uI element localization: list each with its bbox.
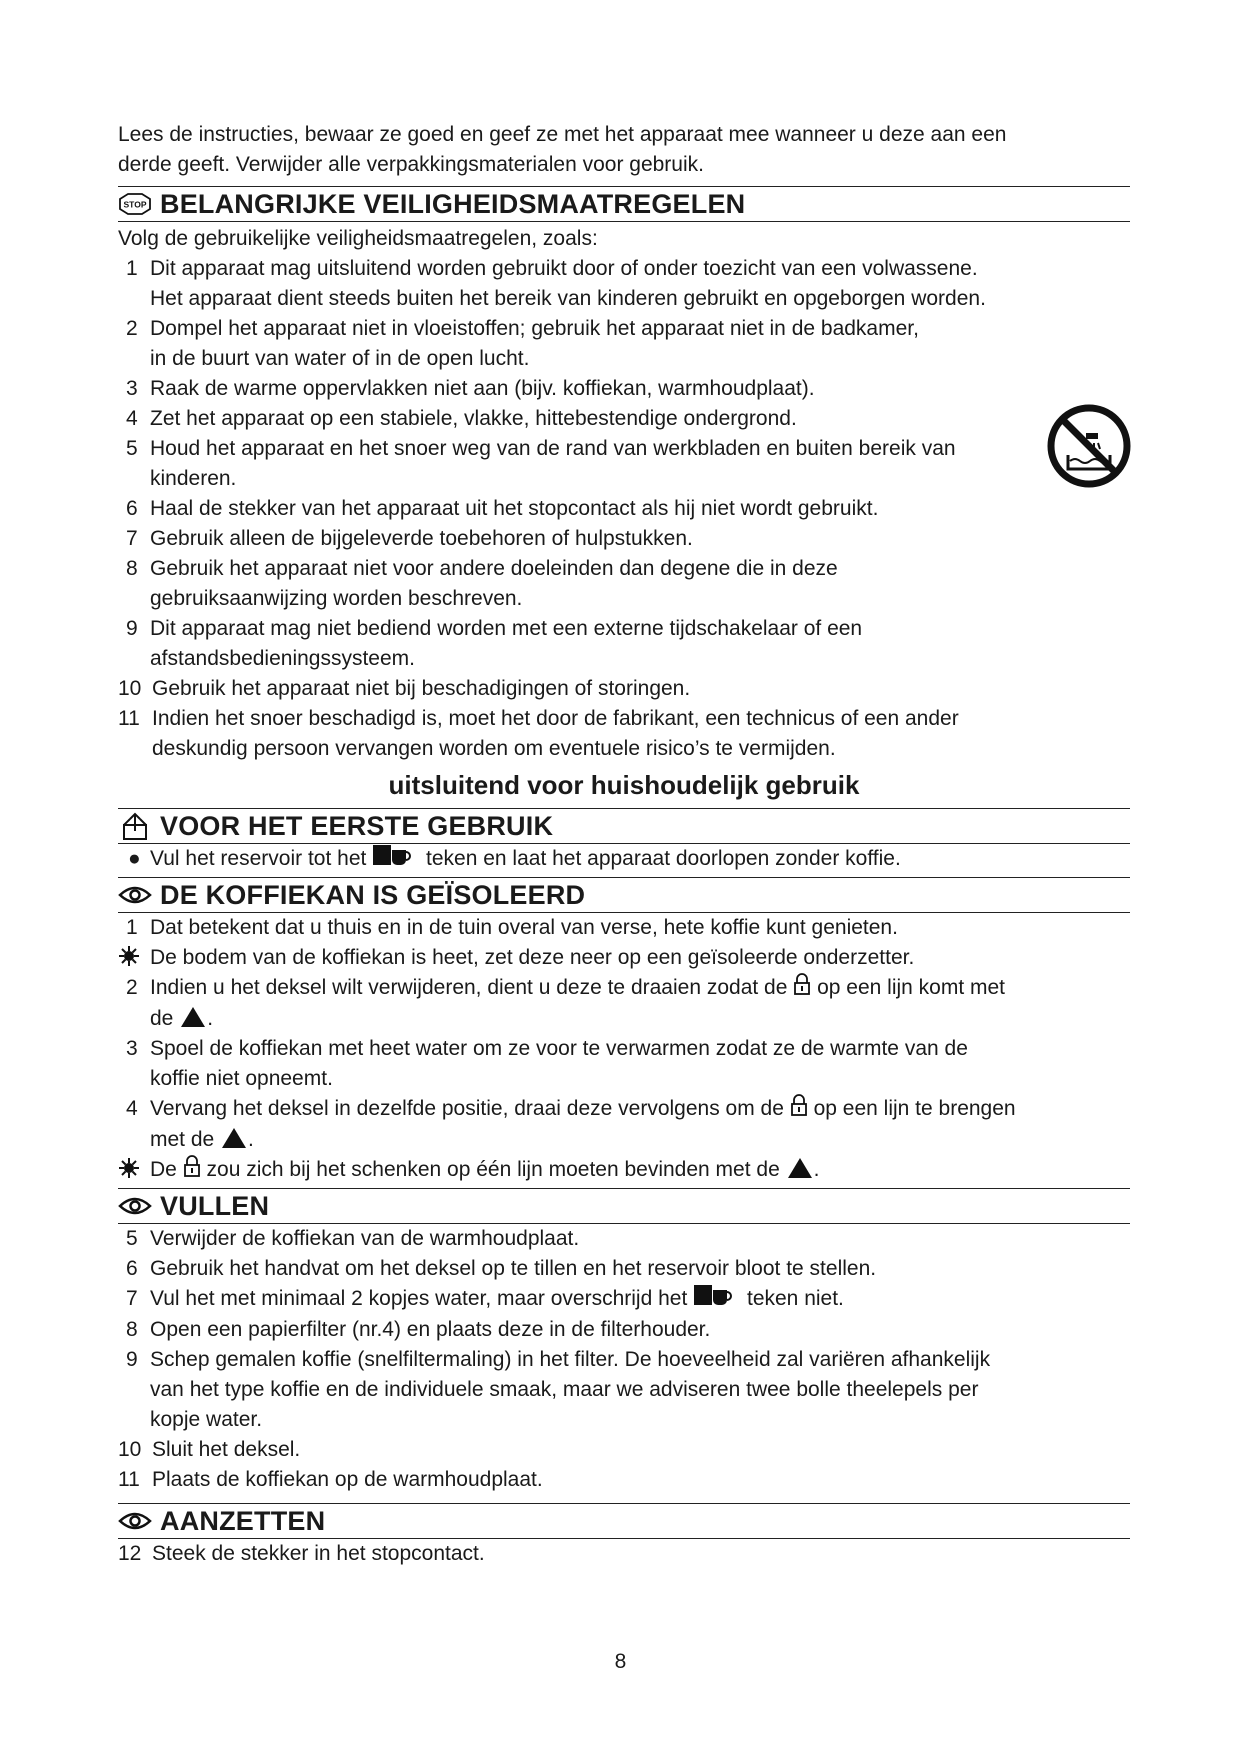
item-text: Dit apparaat mag niet bediend worden met een externe tijdschakelaar of een <box>150 617 863 640</box>
item-number: 8 <box>126 557 138 580</box>
item-text: kinderen. <box>150 467 237 490</box>
list-item <box>118 254 1130 314</box>
list-item <box>118 554 1130 614</box>
list-item <box>118 314 1130 374</box>
eye-icon <box>118 880 152 910</box>
list-item <box>118 674 1130 704</box>
list-item <box>118 1094 1130 1155</box>
item-text: op een lijn te brengen <box>813 1097 1016 1121</box>
item-text: Open een papierfilter (nr.4) en plaats deze in de filterhouder. <box>150 1318 711 1341</box>
item-number: 7 <box>126 527 138 550</box>
item-number: 2 <box>126 317 138 340</box>
item-text: Sluit het deksel. <box>152 1438 301 1461</box>
bullet-text-a: Vul het reservoir tot het <box>150 847 367 871</box>
item-text: Indien het snoer beschadigd is, moet het door de fabrikant, een technicus of een ander <box>152 707 959 730</box>
item-number: 11 <box>118 1468 140 1491</box>
list-item <box>118 1224 1130 1254</box>
page-number: 8 <box>614 1650 627 1673</box>
safety-title: BELANGRIJKE VEILIGHEIDSMAATREGELEN <box>160 188 746 219</box>
lock-icon <box>793 973 811 1004</box>
item-text: Gebruik het apparaat niet voor andere doeleinden dan degene die in deze <box>150 557 838 580</box>
item-number: 11 <box>118 707 140 730</box>
stop-icon <box>118 189 152 219</box>
cup-marker-icon <box>372 844 420 875</box>
no-bathroom-icon <box>1046 403 1132 489</box>
hot-warning-icon <box>118 1155 140 1185</box>
filling-title: VULLEN <box>160 1190 270 1221</box>
manual-page <box>118 120 1130 1569</box>
item-text: deskundig persoon vervangen worden om eventuele risico’s te vermijden. <box>152 737 836 760</box>
item-number: 10 <box>118 1438 142 1461</box>
list-item <box>118 494 1130 524</box>
item-text: Steek de stekker in het stopcontact. <box>152 1542 485 1565</box>
item-text: . <box>207 1007 214 1030</box>
item-text: . <box>813 1158 820 1182</box>
item-number: 6 <box>126 1257 138 1280</box>
item-text: Gebruik het handvat om het deksel op te tillen en het reservoir bloot te stellen. <box>150 1257 877 1280</box>
item-number: 7 <box>126 1287 138 1310</box>
eye-icon <box>118 1506 152 1536</box>
item-text: koffie niet opneemt. <box>150 1067 333 1090</box>
list-item <box>118 1034 1130 1094</box>
item-text: Plaats de koffiekan op de warmhoudplaat. <box>152 1468 543 1491</box>
item-text: Haal de stekker van het apparaat uit het stopcontact als hij niet wordt gebruikt. <box>150 497 879 520</box>
insulated-title: DE KOFFIEKAN IS GEÏSOLEERD <box>160 879 586 910</box>
lock-icon <box>183 1155 201 1186</box>
item-text: met de <box>150 1128 215 1151</box>
item-text: Vul het met minimaal 2 kopjes water, maar overschrijd het <box>150 1287 688 1311</box>
switch-on-title: AANZETTEN <box>160 1505 326 1536</box>
item-text: in de buurt van water of in de open lucht. <box>150 347 530 370</box>
list-item <box>118 913 1130 943</box>
switch-on-heading <box>118 1503 1130 1539</box>
item-number: 9 <box>126 1348 138 1371</box>
list-item <box>118 1539 1130 1569</box>
safety-subtitle: Volg de gebruikelijke veiligheidsmaatregelen, zoals: <box>118 227 598 250</box>
item-text: Dompel het apparaat niet in vloeistoffen; gebruik het apparaat niet in de badkamer, <box>150 317 919 340</box>
list-item <box>118 1345 1130 1435</box>
eye-icon <box>118 1191 152 1221</box>
item-text: Houd het apparaat en het snoer weg van de rand van werkbladen en buiten bereik van <box>150 437 956 460</box>
item-text: Spoel de koffiekan met heet water om ze voor te verwarmen zodat ze de warmte van de <box>150 1037 968 1060</box>
list-item <box>118 1435 1130 1465</box>
safety-list <box>118 254 1130 764</box>
list-item <box>118 404 1130 434</box>
item-text: . <box>248 1128 254 1151</box>
bullet-text-b: teken en laat het apparaat doorlopen zonder koffie. <box>426 847 901 871</box>
item-number: 9 <box>126 617 138 640</box>
item-text: Gebruik alleen de bijgeleverde toebehoren of hulpstukken. <box>150 527 693 550</box>
item-number: 3 <box>126 377 138 400</box>
intro-line-1: Lees de instructies, bewaar ze goed en geef ze met het apparaat mee wanneer u deze aan een <box>118 123 1007 146</box>
item-text: gebruiksaanwijzing worden beschreven. <box>150 587 523 610</box>
warning-item <box>118 1155 1130 1186</box>
item-text: Schep gemalen koffie (snelfiltermaling) in het filter. De hoeveelheid zal variëren afhankelijk <box>150 1348 991 1371</box>
first-use-heading <box>118 808 1130 844</box>
item-number: 10 <box>118 677 142 700</box>
list-item <box>118 1284 1130 1315</box>
insulated-heading <box>118 877 1130 913</box>
item-number: 3 <box>126 1037 138 1060</box>
list-item <box>118 973 1130 1034</box>
list-item <box>118 704 1130 764</box>
item-number: 6 <box>126 497 138 520</box>
triangle-marker-icon <box>222 1128 246 1148</box>
intro-text <box>118 120 1130 180</box>
item-number: 5 <box>126 437 138 460</box>
safety-heading <box>118 186 1130 222</box>
filling-heading <box>118 1188 1130 1224</box>
item-text: Gebruik het apparaat niet bij beschadigingen of storingen. <box>152 677 691 700</box>
item-text: Vervang het deksel in dezelfde positie, draai deze vervolgens om de <box>150 1097 784 1121</box>
item-number: 1 <box>126 916 138 939</box>
stop-label: STOP <box>123 199 147 210</box>
triangle-marker-icon <box>788 1158 812 1178</box>
list-item <box>118 1315 1130 1345</box>
first-use-bullet <box>118 844 1130 875</box>
item-number: 4 <box>126 407 138 430</box>
warning-item <box>118 943 1130 973</box>
item-text: Verwijder de koffiekan van de warmhoudplaat. <box>150 1227 580 1250</box>
intro-line-2: derde geeft. Verwijder alle verpakkingsmaterialen voor gebruik. <box>118 153 704 176</box>
item-text: Dat betekent dat u thuis en in de tuin overal van verse, hete koffie kunt genieten. <box>150 916 898 939</box>
item-text: op een lijn komt met <box>817 976 1006 1000</box>
hot-warning-icon <box>118 943 140 973</box>
item-text: Zet het apparaat op een stabiele, vlakke, hittebestendige ondergrond. <box>150 407 797 430</box>
box-arrow-icon <box>118 811 152 841</box>
item-number: 5 <box>126 1227 138 1250</box>
list-item <box>118 374 1130 404</box>
list-item <box>118 614 1130 674</box>
item-text: kopje water. <box>150 1408 263 1431</box>
item-number: 12 <box>118 1542 142 1565</box>
item-number: 1 <box>126 257 138 280</box>
cup-marker-icon <box>693 1284 741 1315</box>
item-text: Het apparaat dient steeds buiten het bereik van kinderen gebruikt en opgeborgen worden. <box>150 287 986 310</box>
item-text: zou zich bij het schenken op één lijn moeten bevinden met de <box>206 1158 780 1182</box>
lock-icon <box>790 1094 808 1125</box>
list-item <box>118 524 1130 554</box>
first-use-title: VOOR HET EERSTE GEBRUIK <box>160 810 554 841</box>
item-text: De <box>150 1158 177 1182</box>
list-item <box>118 1254 1130 1284</box>
item-number: 2 <box>126 976 138 999</box>
item-text: Indien u het deksel wilt verwijderen, dient u deze te draaien zodat de <box>150 976 788 1000</box>
triangle-marker-icon <box>181 1007 205 1027</box>
bullet-dot: ● <box>128 847 141 870</box>
item-text: afstandsbedieningssysteem. <box>150 647 415 670</box>
item-text: de <box>150 1007 174 1030</box>
item-text: teken niet. <box>746 1287 844 1311</box>
list-item <box>118 1465 1130 1495</box>
list-item <box>118 434 1130 494</box>
item-number: 8 <box>126 1318 138 1341</box>
item-text: De bodem van de koffiekan is heet, zet deze neer op een geïsoleerde onderzetter. <box>150 946 915 969</box>
item-number: 4 <box>126 1097 138 1120</box>
item-text: Dit apparaat mag uitsluitend worden gebruikt door of onder toezicht van een volwassene. <box>150 257 978 280</box>
item-text: van het type koffie en de individuele smaak, maar we adviseren twee bolle theelepels per <box>150 1378 979 1401</box>
item-text: Raak de warme oppervlakken niet aan (bijv. koffiekan, warmhoudplaat). <box>150 377 815 400</box>
household-note: uitsluitend voor huishoudelijk gebruik <box>388 770 860 800</box>
